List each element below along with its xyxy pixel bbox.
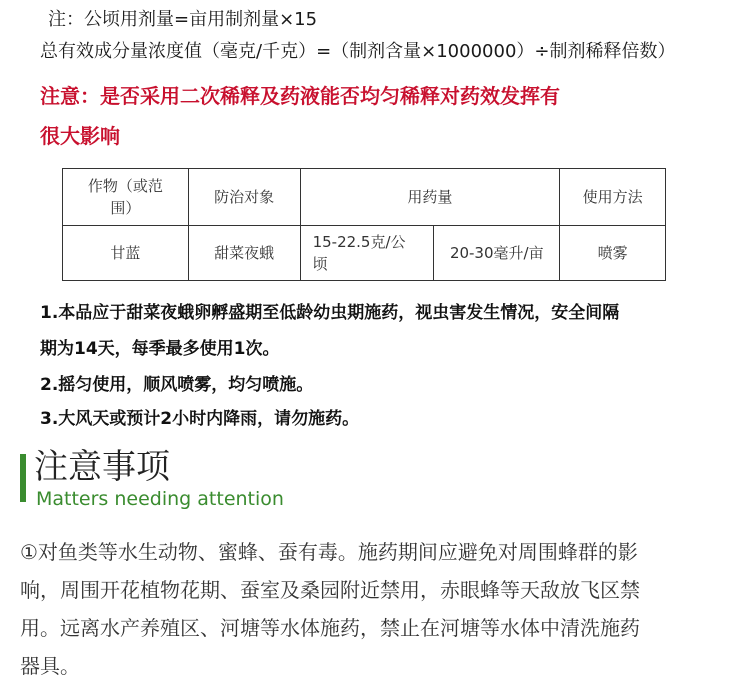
precaution-line2: 响，周围开花植物花期、蚕室及桑园附近禁用，赤眼蜂等天敌放飞区禁: [20, 578, 640, 602]
cell-dose-hectare-line1: 15-22.5克/公: [312, 233, 406, 251]
header-dosage: 用药量: [300, 169, 560, 226]
cell-method: 喷雾: [560, 226, 666, 281]
precaution-line4: 器具。: [20, 654, 80, 678]
header-target: 防治对象: [188, 169, 300, 226]
precaution-line1: ①对鱼类等水生动物、蜜蜂、蚕有毒。施药期间应避免对周围蜂群的影: [20, 540, 638, 564]
section-title: 注意事项: [34, 447, 170, 487]
instruction-2: 2.摇匀使用，顺风喷雾，均匀喷施。: [40, 375, 314, 395]
section-accent-bar: [20, 454, 26, 502]
formula-note-concentration: 总有效成分量浓度值（毫克/千克）=（制剂含量×1000000）÷制剂稀释倍数）: [40, 41, 676, 62]
cell-dose-hectare: [300, 226, 434, 281]
instruction-1-line1: 1.本品应于甜菜夜蛾卵孵盛期至低龄幼虫期施药，视虫害发生情况，安全间隔: [40, 303, 620, 323]
precaution-line3: 用。远离水产养殖区、河塘等水体施药，禁止在河塘等水体中清洗施药: [20, 616, 640, 640]
table-row: [63, 226, 666, 281]
header-crop-line2: 围）: [110, 199, 141, 217]
header-crop: [63, 169, 189, 226]
formula-note-hectare: 注：公顷用剂量=亩用制剂量×15: [48, 9, 318, 30]
instruction-1-line2: 期为14天，每季最多使用1次。: [40, 339, 280, 359]
cell-dose-mu: 20-30毫升/亩: [434, 226, 560, 281]
cell-target: 甜菜夜蛾: [188, 226, 300, 281]
dilution-warning-line2: 很大影响: [40, 124, 120, 148]
cell-crop: 甘蓝: [63, 226, 189, 281]
table-header-row: [63, 169, 666, 226]
header-crop-line1: 作物（或范: [87, 177, 163, 195]
instruction-3: 3.大风天或预计2小时内降雨，请勿施药。: [40, 409, 360, 429]
cell-dose-hectare-line2: 顷: [312, 255, 328, 273]
section-subtitle: Matters needing attention: [36, 488, 284, 510]
dilution-warning-line1: 注意：是否采用二次稀释及药液能否均匀稀释对药效发挥有: [40, 84, 560, 108]
dosage-table: [62, 168, 666, 281]
header-method: 使用方法: [560, 169, 666, 226]
